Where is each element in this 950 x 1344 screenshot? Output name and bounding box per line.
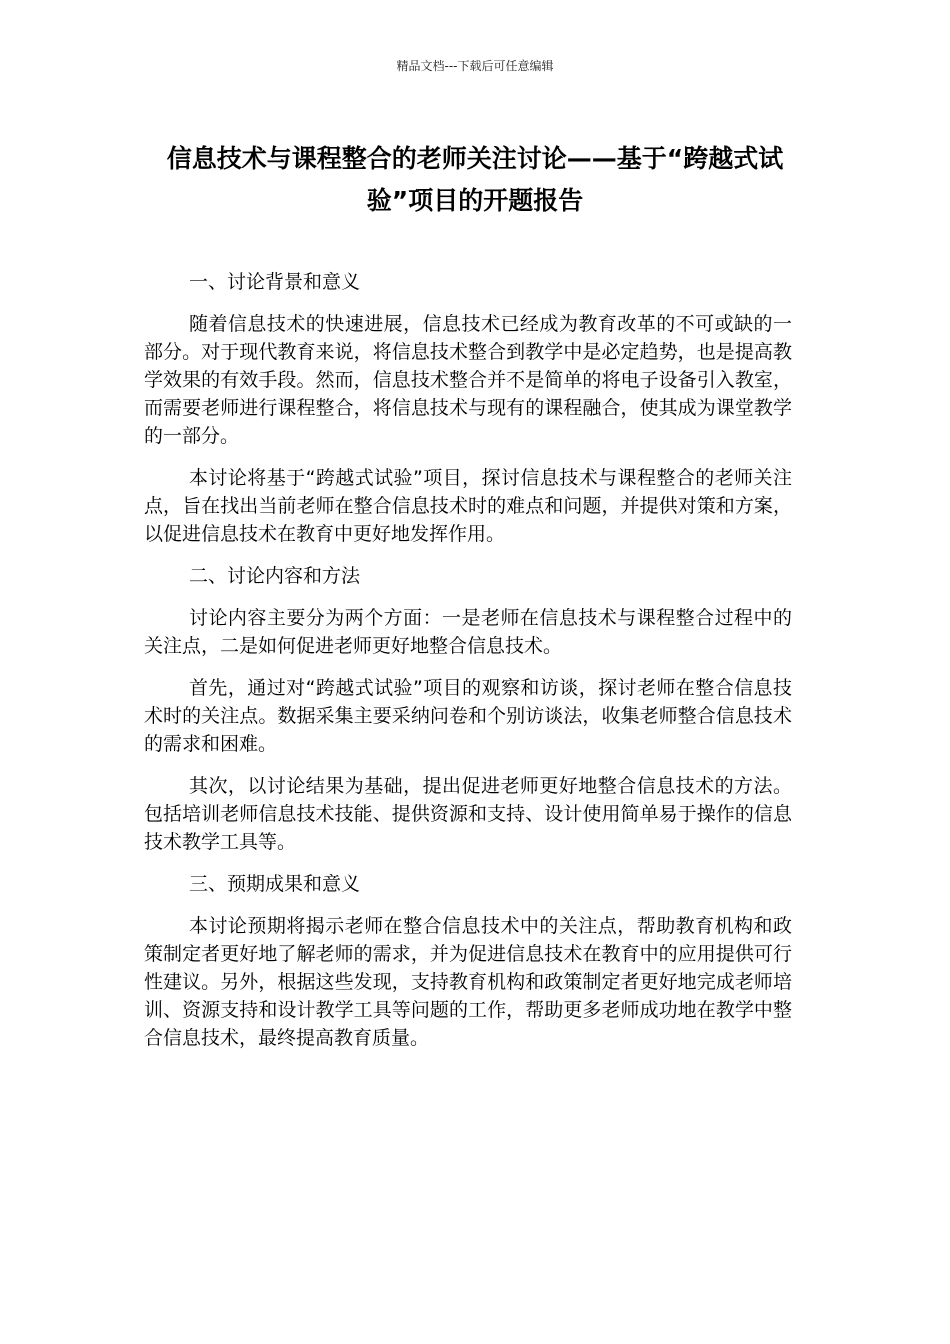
paragraph-background-1: 随着信息技术的快速进展，信息技术已经成为教育改革的不可或缺的一部分。对于现代教育来说，将信息技术整合到教学中是必定趋势，也是提高教学效果的有效手段。然而，信息技术整合并不是简单的将电子设备引入教室，而需要老师进行课程整合，将信息技术与现有的课程融合，使其成为课堂教学的一部分。	[144, 313, 792, 447]
section-heading-expected-results: 三、预期成果和意义	[189, 873, 361, 895]
document-title: 信息技术与课程整合的老师关注讨论——基于“跨越式试验”项目的开题报告	[166, 144, 784, 215]
section-heading-content-method: 二、讨论内容和方法	[189, 565, 361, 587]
document-body	[144, 268, 792, 1066]
paragraph-background-2: 本讨论将基于“跨越式试验”项目，探讨信息技术与课程整合的老师关注点，旨在找出当前老师在整合信息技术时的难点和问题，并提供对策和方案，以促进信息技术在教育中更好地发挥作用。	[144, 467, 792, 545]
section-heading-background: 一、讨论背景和意义	[189, 271, 361, 293]
paragraph-content-3: 其次，以讨论结果为基础，提出促进老师更好地整合信息技术的方法。包括培训老师信息技术技能、提供资源和支持、设计使用简单易于操作的信息技术教学工具等。	[144, 775, 792, 853]
page-header: 精品文档---下载后可任意编辑	[396, 59, 554, 73]
paragraph-content-2: 首先，通过对“跨越式试验”项目的观察和访谈，探讨老师在整合信息技术时的关注点。数据采集主要采纳问卷和个别访谈法，收集老师整合信息技术的需求和困难。	[144, 677, 792, 755]
paragraph-expected-results: 本讨论预期将揭示老师在整合信息技术中的关注点，帮助教育机构和政策制定者更好地了解老师的需求，并为促进信息技术在教育中的应用提供可行性建议。另外，根据这些发现，支持教育机构和政策制定者更好地完成老师培训、资源支持和设计教学工具等问题的工作，帮助更多老师成功地在教学中整合信息技术，最终提高教育质量。	[144, 915, 792, 1049]
paragraph-content-1: 讨论内容主要分为两个方面：一是老师在信息技术与课程整合过程中的关注点，二是如何促进老师更好地整合信息技术。	[144, 607, 792, 657]
